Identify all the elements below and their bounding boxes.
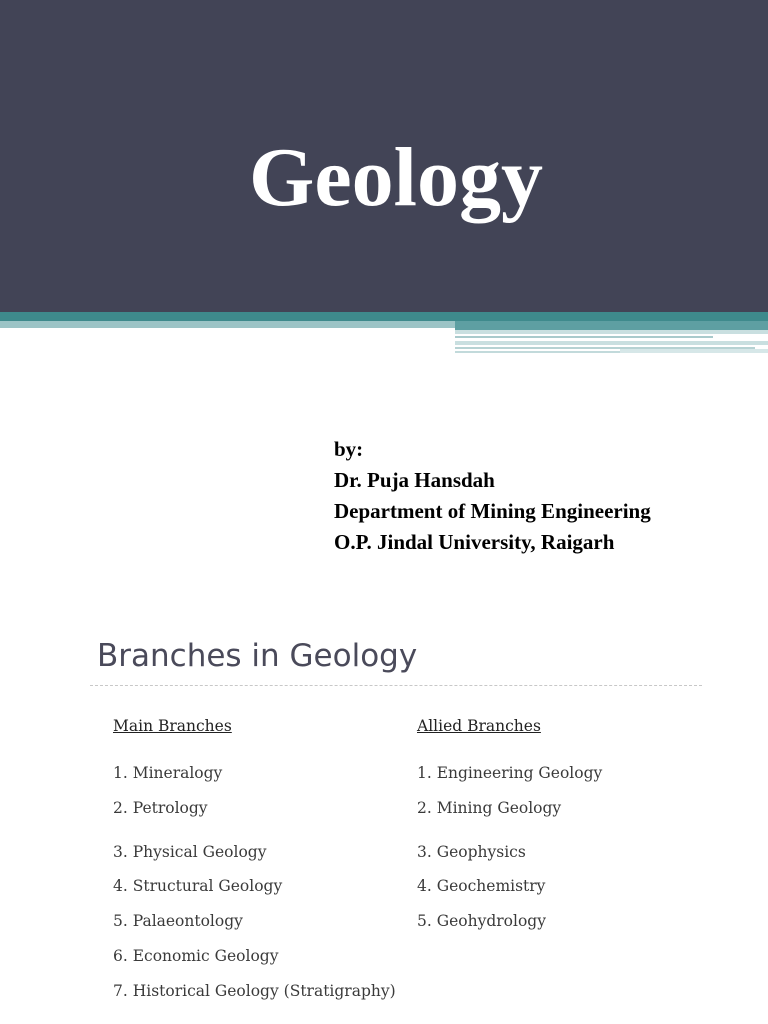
list-item: 6. Economic Geology <box>113 947 279 965</box>
main-branches-heading: Main Branches <box>113 717 232 735</box>
list-item: 5. Palaeontology <box>113 912 243 930</box>
author-name: Dr. Puja Hansdah <box>334 468 495 492</box>
accent-stripe <box>455 330 768 334</box>
list-item: 4. Geochemistry <box>417 877 546 895</box>
author-university: O.P. Jindal University, Raigarh <box>334 530 615 554</box>
list-item: 3. Physical Geology <box>113 843 267 861</box>
allied-branches-column <box>417 716 603 930</box>
main-branches-column <box>113 716 396 1000</box>
author-by-label: by: <box>334 437 364 461</box>
accent-stripe <box>0 321 455 328</box>
allied-branches-heading: Allied Branches <box>417 717 541 735</box>
list-item: 2. Petrology <box>113 799 208 817</box>
list-item: 4. Structural Geology <box>113 877 283 895</box>
list-item: 7. Historical Geology (Stratigraphy) <box>113 982 396 1000</box>
author-block <box>334 434 651 558</box>
accent-stripe <box>620 349 768 353</box>
list-item: 1. Engineering Geology <box>417 764 603 782</box>
branches-slide <box>0 600 768 1024</box>
accent-stripe <box>455 341 768 345</box>
accent-stripe <box>0 312 768 321</box>
list-item: 1. Mineralogy <box>113 764 223 782</box>
accent-stripe <box>455 321 768 330</box>
list-item: 5. Geohydrology <box>417 912 546 930</box>
list-item: 3. Geophysics <box>417 843 526 861</box>
slide-title: Geology <box>249 131 543 224</box>
accent-stripe <box>455 336 713 338</box>
author-department: Department of Mining Engineering <box>334 499 651 523</box>
title-divider <box>90 685 702 686</box>
branches-title: Branches in Geology <box>97 638 418 674</box>
accent-stripe <box>455 351 620 353</box>
list-item: 2. Mining Geology <box>417 799 562 817</box>
